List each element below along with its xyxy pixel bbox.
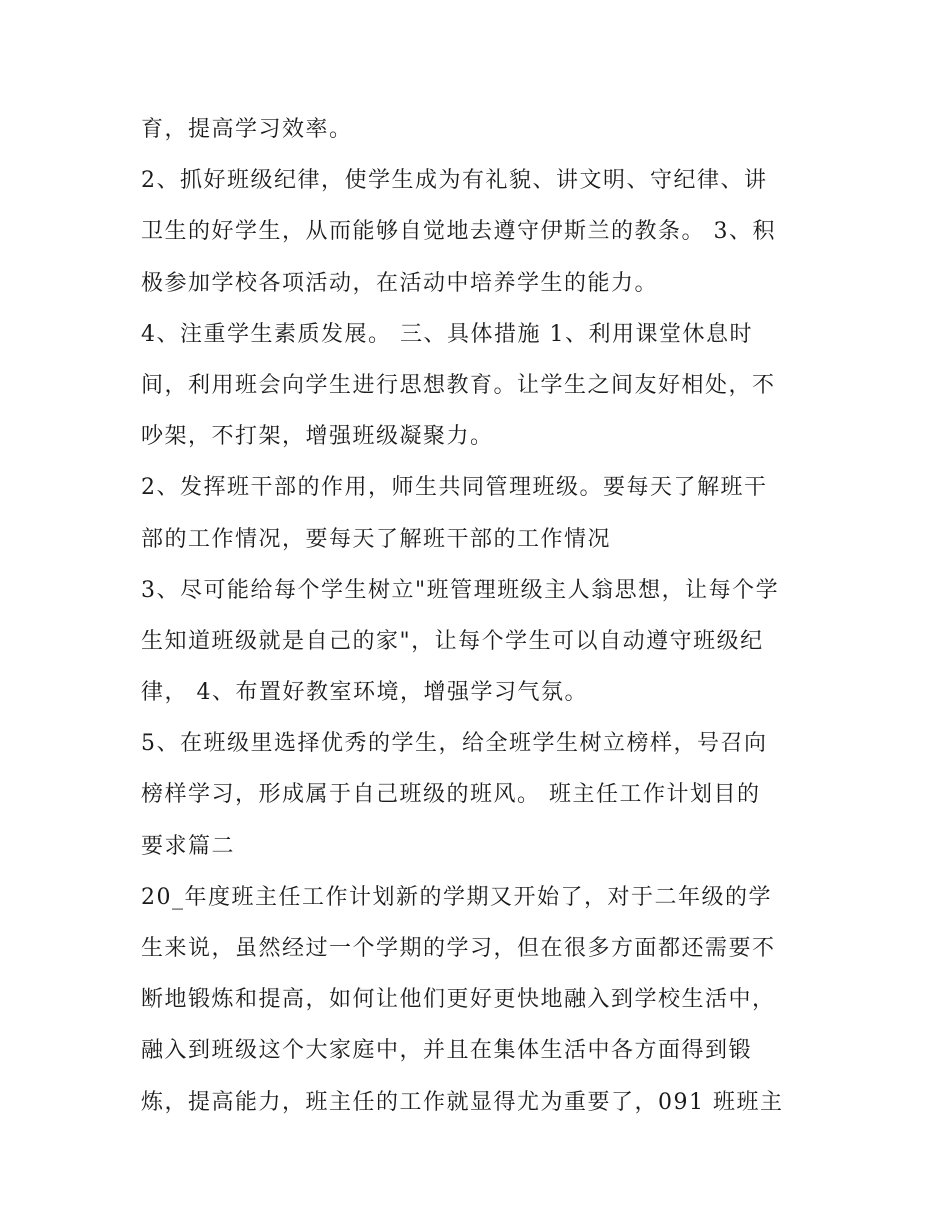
text-line: 3、尽可能给每个学生树立"班管理班级主人翁思想，让每个学 [141,577,780,603]
text-line: 生来说，虽然经过一个学期的学习，但在很多方面都还需要不 [141,936,776,961]
text-line: 卫生的好学生，从而能够自觉地去遵守伊斯兰的教条。 3、积 [141,219,776,245]
text-line: 断地锻炼和提高，如何让他们更好更快地融入到学校生活中， [141,987,776,1013]
text-line: 吵架，不打架，增强班级凝聚力。 [141,424,494,450]
body-text [141,104,821,1128]
text-line: 育，提高学习效率。 [141,117,353,142]
text-line: 要求篇二 [141,833,236,859]
text-line: 5、在班级里选择优秀的学生，给全班学生树立榜样，号召向 [141,731,768,757]
text-line: 生知道班级就是自己的家"，让每个学生可以自动遵守班级纪 [141,628,764,654]
text-line: 融入到班级这个大家庭中，并且在集体生活中各方面得到锻 [141,1038,753,1064]
text-line: 20_年度班主任工作计划新的学期又开始了，对于二年级的学 [141,884,772,910]
text-line: 4、注重学生素质发展。 三、具体措施 1、利用课堂休息时 [141,321,753,347]
text-line: 部的工作情况，要每天了解班干部的工作情况 [141,526,612,552]
text-line: 榜样学习，形成属于自己班级的班风。 班主任工作计划目的 [141,782,761,808]
text-line: 炼，提高能力，班主任的工作就显得尤为重要了，091 班班主 [141,1089,784,1115]
text-line: 律， 4、布置好教室环境，增强学习气氛。 [141,680,588,706]
text-line: 2、抓好班级纪律，使学生成为有礼貌、讲文明、守纪律、讲 [141,168,768,194]
text-line: 极参加学校各项活动，在活动中培养学生的能力。 [141,270,659,296]
text-line: 2、发挥班干部的作用，师生共同管理班级。要每天了解班干 [141,475,768,501]
text-line: 间，利用班会向学生进行思想教育。让学生之间友好相处，不 [141,372,776,398]
